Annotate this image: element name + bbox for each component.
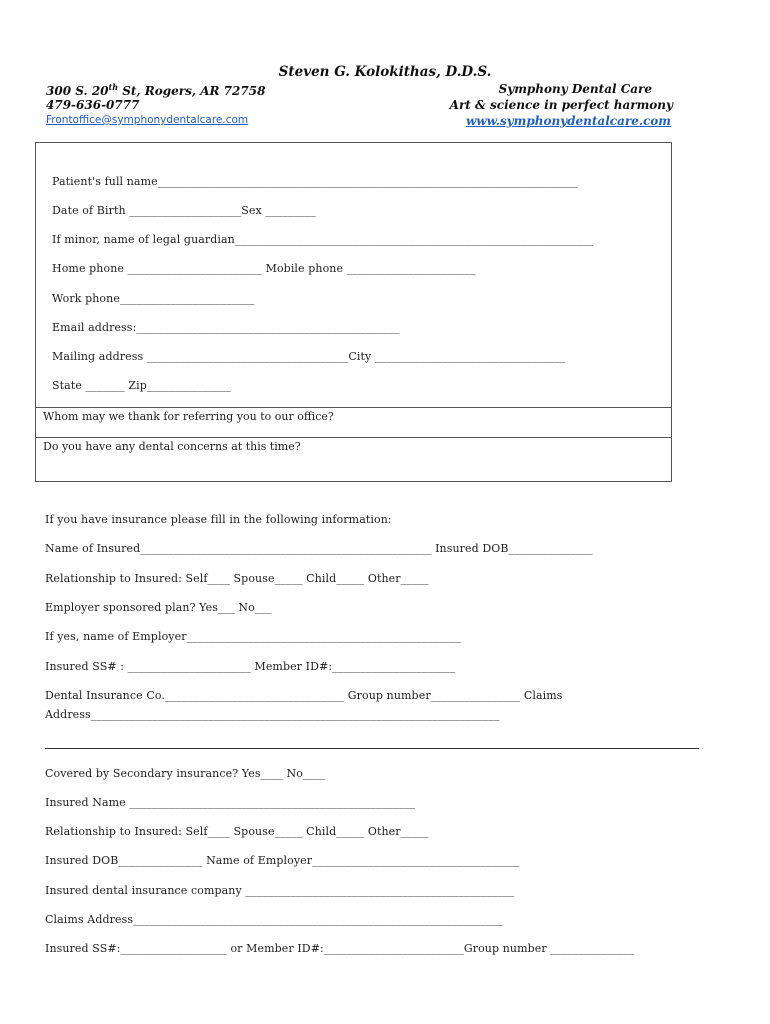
address-rest: St, Rogers, AR 72758 bbox=[118, 84, 266, 98]
claims-address-field[interactable]: Address_________________________________________________________________________ bbox=[45, 708, 500, 721]
secondary-relationship-field[interactable]: Relationship to Insured: Self____ Spouse_____ Child_____ Other_____ bbox=[45, 825, 429, 838]
secondary-ss-member-group-field[interactable]: Insured SS#:___________________ or Member ID#:_________________________Group number _______________ bbox=[45, 942, 635, 955]
claims-address-continuation-line[interactable] bbox=[45, 748, 699, 749]
secondary-claims-address-field[interactable]: Claims Address__________________________________________________________________ bbox=[45, 913, 503, 926]
patient-info-box bbox=[35, 142, 672, 482]
office-phone: 479-636-0777 bbox=[46, 98, 140, 112]
work-phone-field[interactable]: Work phone________________________ bbox=[52, 292, 255, 305]
practice-name: Symphony Dental Care bbox=[498, 82, 652, 96]
practice-website-link[interactable]: www.symphonydentalcare.com bbox=[465, 114, 671, 128]
email-address-field[interactable]: Email address:_______________________________________________ bbox=[52, 321, 400, 334]
insurance-company-group-field[interactable]: Dental Insurance Co.________________________________ Group number________________ Claims bbox=[45, 689, 563, 702]
legal-guardian-field[interactable]: If minor, name of legal guardian________________________________________________________________ bbox=[52, 233, 594, 246]
state-zip-field[interactable]: State _______ Zip_______________ bbox=[52, 379, 231, 392]
insured-name-dob-field[interactable]: Name of Insured____________________________________________________ Insured DOB_______________ bbox=[45, 542, 593, 555]
ss-member-id-field[interactable]: Insured SS# : ______________________ Member ID#:______________________ bbox=[45, 660, 456, 673]
practice-doctor-title: Steven G. Kolokithas, D.D.S. bbox=[278, 64, 492, 80]
date-of-birth-sex-field[interactable]: Date of Birth ____________________Sex _________ bbox=[52, 204, 316, 217]
practice-tagline: Art & science in perfect harmony bbox=[449, 98, 673, 112]
office-email-link[interactable]: Frontoffice@symphonydentalcare.com bbox=[46, 114, 249, 126]
relationship-to-insured-field[interactable]: Relationship to Insured: Self____ Spouse_____ Child_____ Other_____ bbox=[45, 572, 429, 585]
insurance-intro: If you have insurance please fill in the following information: bbox=[45, 513, 392, 526]
secondary-insurance-company-field[interactable]: Insured dental insurance company ________________________________________________ bbox=[45, 884, 515, 897]
secondary-insurance-question[interactable]: Covered by Secondary insurance? Yes____ No____ bbox=[45, 767, 326, 780]
dental-concerns-question: Do you have any dental concerns at this time? bbox=[43, 440, 301, 453]
home-mobile-phone-field[interactable]: Home phone ________________________ Mobile phone _______________________ bbox=[52, 262, 476, 275]
address-number: 300 S. 20 bbox=[46, 84, 109, 98]
patient-name-field[interactable]: Patient's full name___________________________________________________________________________ bbox=[52, 175, 578, 188]
secondary-insured-name-field[interactable]: Insured Name ___________________________________________________ bbox=[45, 796, 415, 809]
employer-name-field[interactable]: If yes, name of Employer_________________________________________________ bbox=[45, 630, 461, 643]
dental-concerns-row[interactable] bbox=[36, 437, 671, 481]
referral-question: Whom may we thank for referring you to our office? bbox=[43, 410, 334, 423]
mailing-address-city-field[interactable]: Mailing address ____________________________________City __________________________________ bbox=[52, 350, 566, 363]
referral-row[interactable] bbox=[36, 407, 671, 438]
office-address bbox=[46, 82, 265, 98]
employer-plan-field[interactable]: Employer sponsored plan? Yes___ No___ bbox=[45, 601, 272, 614]
secondary-dob-employer-field[interactable]: Insured DOB_______________ Name of Employer_____________________________________ bbox=[45, 854, 520, 867]
address-ordinal-suffix: th bbox=[108, 82, 119, 92]
